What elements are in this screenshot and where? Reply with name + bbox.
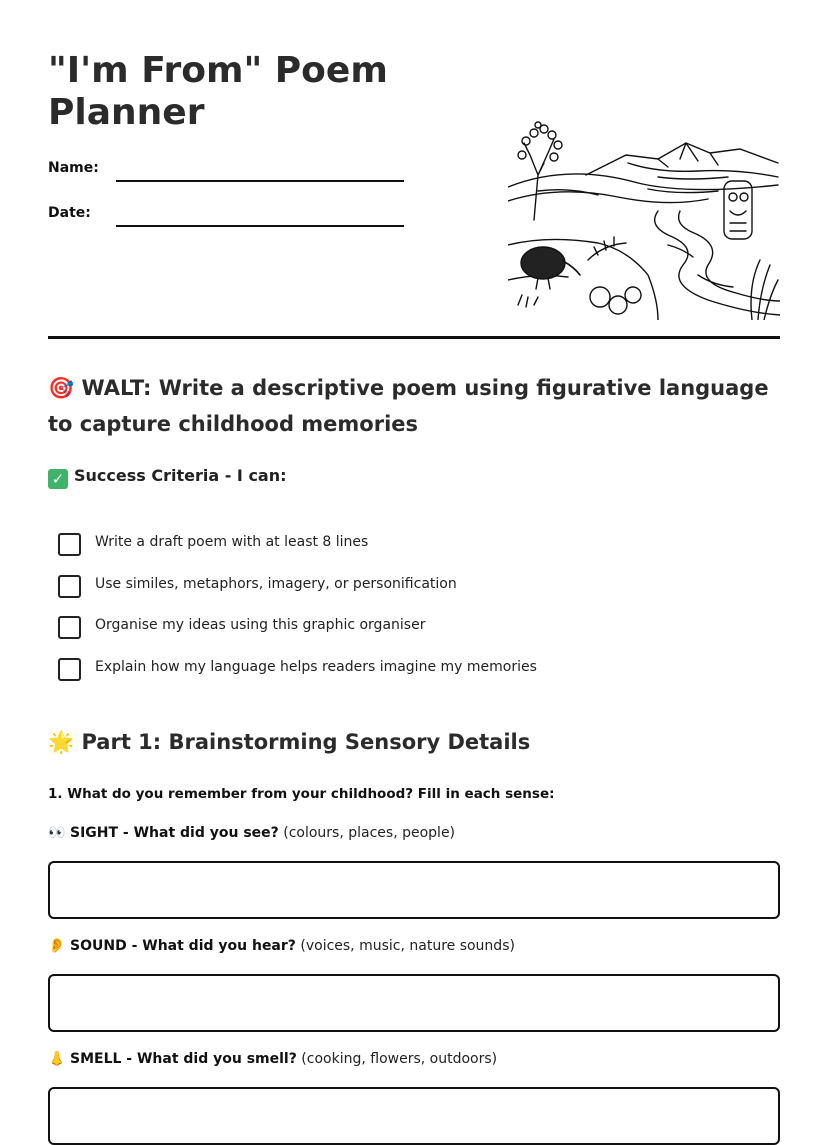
nose-icon: 👃 [48,1051,66,1067]
ear-icon: 👂 [48,938,66,954]
star-icon: 🌟 [48,730,75,754]
success-criteria-title: Success Criteria - I can: [74,466,287,485]
walt-text: WALT: Write a descriptive poem using figurative language to capture childhood memories [48,376,769,436]
sound-section [48,938,780,954]
sound-prompt [48,938,780,954]
smell-prompt [48,1051,780,1067]
sound-hint: (voices, music, nature sounds) [300,938,515,954]
date-label: Date: [48,205,91,221]
criteria-item [58,615,758,657]
criteria-item [58,532,758,574]
walt-heading [48,370,780,442]
success-criteria-heading [48,466,287,489]
worksheet-page [48,0,780,1118]
criteria-checkbox[interactable] [58,575,81,598]
sight-answer-box[interactable] [48,861,780,919]
smell-hint: (cooking, flowers, outdoors) [301,1051,498,1067]
sound-answer-box[interactable] [48,974,780,1032]
criteria-item [58,574,758,616]
name-write-line[interactable] [116,180,404,182]
brainstorm-question: 1. What do you remember from your childhood? Fill in each sense: [48,786,555,802]
sight-hint: (colours, places, people) [283,825,456,841]
date-write-line[interactable] [116,225,404,227]
smell-section [48,1051,780,1067]
eyes-icon: 👀 [48,825,66,841]
success-criteria-list [58,532,758,698]
criteria-label: Use similes, metaphors, imagery, or personification [95,575,457,592]
name-field [48,160,408,186]
criteria-label: Organise my ideas using this graphic organiser [95,617,426,633]
sound-label: SOUND - What did you hear? [70,938,296,954]
part1-heading [48,730,530,755]
header-divider [48,336,780,339]
part1-title: Part 1: Brainstorming Sensory Details [81,730,531,754]
check-mark-icon: ✓ [48,469,68,489]
criteria-label: Explain how my language helps readers imagine my memories [95,658,537,675]
criteria-checkbox[interactable] [58,658,81,681]
page-title: "I'm From" Poem Planner [48,50,388,133]
sight-prompt [48,825,780,841]
smell-label: SMELL - What did you smell? [70,1051,297,1067]
sight-section [48,825,780,841]
criteria-item [58,657,758,699]
landscape-illustration [508,115,780,320]
criteria-checkbox[interactable] [58,533,81,556]
sight-label: SIGHT - What did you see? [70,825,279,841]
target-icon: 🎯 [48,376,75,400]
criteria-checkbox[interactable] [58,616,81,639]
name-label: Name: [48,160,99,176]
criteria-label: Write a draft poem with at least 8 lines [95,534,369,550]
smell-answer-box[interactable] [48,1087,780,1145]
date-field [48,205,408,231]
